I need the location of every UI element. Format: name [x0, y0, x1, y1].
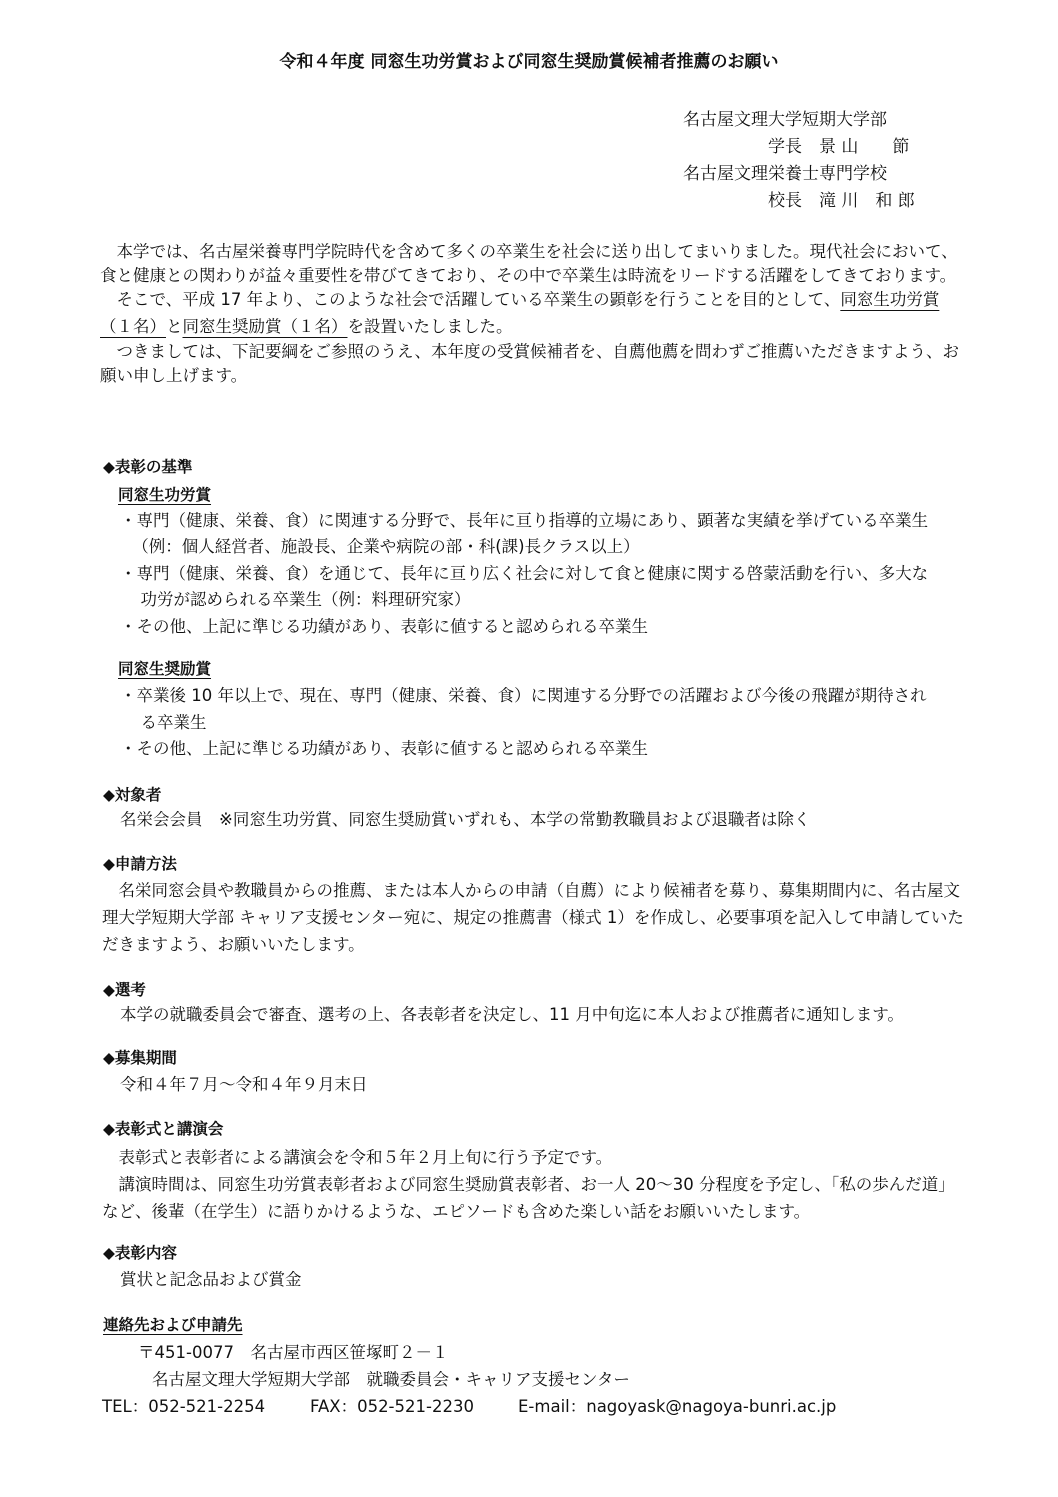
application-paragraph	[102, 877, 964, 958]
contact-office: 名古屋文理大学短期大学部 就職委員会・キャリア支援センター	[152, 1370, 630, 1389]
intro-p2-before: そこで、平成 17 年より、このような社会で活躍している卒業生の顕彰を行うことを目的として、	[116, 290, 841, 309]
criteria-heading: ◆表彰の基準	[103, 458, 193, 476]
award-koro-link-text: 同窓生功労賞（１名）	[100, 290, 940, 336]
shorei-item-1: ・卒業後 10 年以上で、現在、専門（健康、栄養、食）に関連する分野での活躍および今後の飛躍が期待され	[120, 686, 927, 705]
contact-fax: FAX：052-521-2230	[310, 1397, 474, 1416]
intro-p2-and: と	[166, 317, 183, 336]
ceremony-heading: ◆表彰式と講演会	[103, 1120, 224, 1138]
prize-text: 賞状と記念品および賞金	[120, 1270, 302, 1289]
selection-heading: ◆選考	[103, 981, 146, 999]
signature-school: 名古屋文理栄養士専門学校	[683, 164, 887, 184]
contact-heading: 連絡先および申請先	[103, 1316, 243, 1334]
koro-item-1: ・専門（健康、栄養、食）に関連する分野で、長年に亘り指導的立場にあり、顕著な実績を挙げている卒業生	[120, 511, 929, 530]
contact-tel: TEL：052-521-2254	[102, 1397, 266, 1416]
target-heading: ◆対象者	[103, 786, 162, 804]
intro-paragraph-1: 本学では、名古屋栄養専門学院時代を含めて多くの卒業生を社会に送り出してまいりました。現代社会において、食と健康との関わりが益々重要性を帯びてきており、その中で卒業生は時流をリードする活躍をしてきております。	[100, 242, 958, 285]
signature-principal: 校長 滝 川 和 郎	[768, 191, 915, 211]
koro-heading: 同窓生功労賞	[118, 486, 212, 504]
intro-paragraph-2	[100, 286, 960, 340]
koro-item-3: ・その他、上記に準じる功績があり、表彰に値すると認められる卒業生	[120, 617, 648, 636]
document-title: 令和４年度 同窓生功労賞および同窓生奨励賞候補者推薦のお願い	[279, 52, 779, 72]
koro-item-2-cont: 功労が認められる卒業生（例：料理研究家）	[124, 590, 471, 609]
ceremony-text-2: 講演時間は、同窓生功労賞表彰者および同窓生奨励賞表彰者、お一人 20～30 分程度を予定し、「私の歩んだ道」など、後輩（在学生）に語りかけるような、エピソードも含めた楽しい話をお願いいたします。	[102, 1175, 955, 1221]
application-heading: ◆申請方法	[103, 855, 177, 873]
intro-paragraph-3: つきましては、下記要綱をご参照のうえ、本年度の受賞候補者を、自薦他薦を問わずご推薦いただきますよう、お願い申し上げます。	[100, 342, 959, 385]
ceremony-paragraphs	[102, 1144, 964, 1225]
koro-item-2: ・専門（健康、栄養、食）を通じて、長年に亘り広く社会に対して食と健康に関する啓蒙活動を行い、多大な	[120, 564, 929, 583]
period-heading: ◆募集期間	[103, 1049, 177, 1067]
contact-email[interactable]: E-mail：nagoyask@nagoya-bunri.ac.jp	[518, 1397, 837, 1416]
intro-paragraphs	[100, 240, 960, 388]
target-text: 名栄会会員 ※同窓生功労賞、同窓生奨励賞いずれも、本学の常勤教職員および退職者は除く	[120, 810, 811, 829]
selection-text: 本学の就職委員会で審査、選考の上、各表彰者を決定し、11 月中旬迄に本人および推薦者に通知します。	[120, 1005, 904, 1024]
intro-p2-after: を設置いたしました。	[347, 317, 513, 336]
prize-heading: ◆表彰内容	[103, 1244, 177, 1262]
shorei-heading: 同窓生奨励賞	[118, 660, 212, 678]
signature-president: 学長 景 山 節	[768, 137, 910, 157]
ceremony-text-1: 表彰式と表彰者による講演会を令和５年２月上旬に行う予定です。	[118, 1148, 613, 1167]
application-text: 名栄同窓会員や教職員からの推薦、または本人からの申請（自薦）により候補者を募り、募集期間内に、名古屋文理大学短期大学部 キャリア支援センター宛に、規定の推薦書（様式 1）を作成し、必要事項を記入して申請していただきますよう、お願いいたします。	[102, 881, 964, 954]
signature-university: 名古屋文理大学短期大学部	[683, 110, 887, 130]
contact-address: 〒451-0077 名古屋市西区笹塚町２－１	[138, 1343, 449, 1362]
koro-item-1-example: （例：個人経営者、施設長、企業や病院の部・科(課)長クラス以上）	[124, 537, 640, 556]
shorei-item-1-cont: る卒業生	[124, 713, 207, 732]
award-shorei-link-text: 同窓生奨励賞（１名）	[182, 317, 348, 336]
period-text: 令和４年７月～令和４年９月末日	[120, 1075, 368, 1094]
shorei-item-2: ・その他、上記に準じる功績があり、表彰に値すると認められる卒業生	[120, 739, 648, 758]
